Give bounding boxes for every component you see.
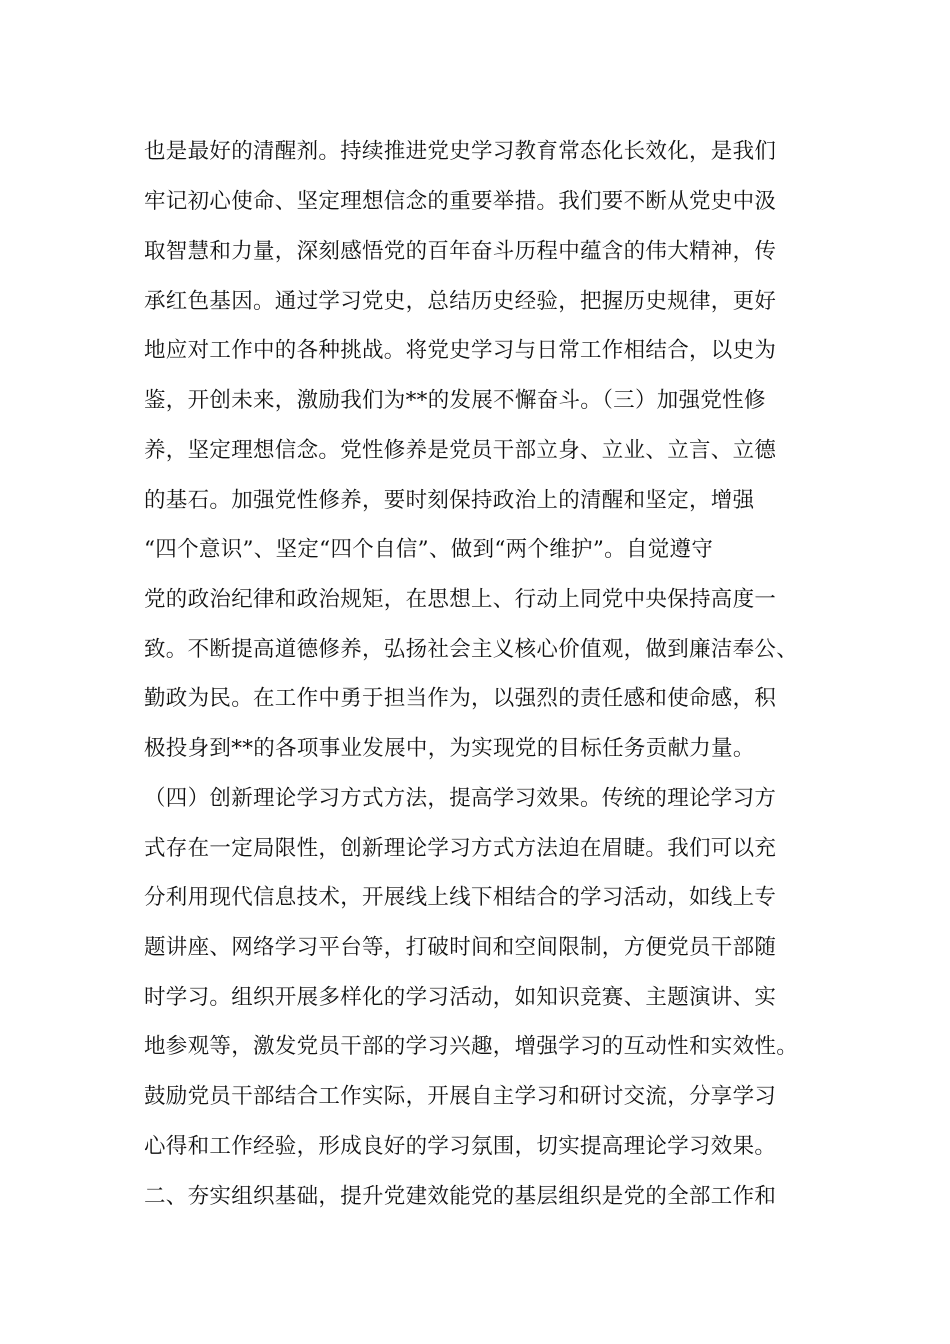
text-line: 地参观等，激发党员干部的学习兴趣，增强学习的互动性和实效性。 [144, 1034, 799, 1059]
text-line: 二、夯实组织基础，提升党建效能党的基层组织是党的全部工作和 [144, 1184, 777, 1209]
text-line: 鉴，开创未来，激励我们为**的发展不懈奋斗。（三）加强党性修 [144, 388, 766, 413]
text-line: 牢记初心使命、坚定理想信念的重要举措。我们要不断从党史中汲 [144, 189, 777, 214]
text-line: 承红色基因。通过学习党史，总结历史经验，把握历史规律，更好 [144, 289, 777, 314]
text-line: 式存在一定局限性，创新理论学习方式方法迫在眉睫。我们可以充 [144, 836, 777, 861]
text-line: 取智慧和力量，深刻感悟党的百年奋斗历程中蕴含的伟大精神，传 [144, 239, 777, 264]
text-line: 养，坚定理想信念。党性修养是党员干部立身、立业、立言、立德 [144, 438, 777, 463]
text-line: 极投身到**的各项事业发展中，为实现党的目标任务贡献力量。 [144, 736, 755, 761]
text-line: 鼓励党员干部结合工作实际，开展自主学习和研讨交流，分享学习 [144, 1084, 777, 1109]
text-line: 致。不断提高道德修养，弘扬社会主义核心价值观，做到廉洁奉公、 [144, 637, 799, 662]
text-line: 心得和工作经验，形成良好的学习氛围，切实提高理论学习效果。 [144, 1134, 777, 1159]
text-line: “四个意识”、坚定“四个自信”、做到“两个维护”。自觉遵守 [144, 537, 714, 562]
text-line: 党的政治纪律和政治规矩，在思想上、行动上同党中央保持高度一 [144, 587, 777, 612]
text-line: 地应对工作中的各种挑战。将党史学习与日常工作相结合，以史为 [144, 338, 777, 363]
text-line: 题讲座、网络学习平台等，打破时间和空间限制，方便党员干部随 [144, 935, 777, 960]
text-line: （四）创新理论学习方式方法，提高学习效果。传统的理论学习方 [144, 786, 777, 811]
text-line: 的基石。加强党性修养，要时刻保持政治上的清醒和坚定，增强 [144, 488, 755, 513]
text-line: 时学习。组织开展多样化的学习活动，如知识竞赛、主题演讲、实 [144, 985, 777, 1010]
text-line: 也是最好的清醒剂。持续推进党史学习教育常态化长效化，是我们 [144, 139, 777, 164]
text-line: 勤政为民。在工作中勇于担当作为，以强烈的责任感和使命感，积 [144, 686, 777, 711]
text-line: 分利用现代信息技术，开展线上线下相结合的学习活动，如线上专 [144, 885, 777, 910]
